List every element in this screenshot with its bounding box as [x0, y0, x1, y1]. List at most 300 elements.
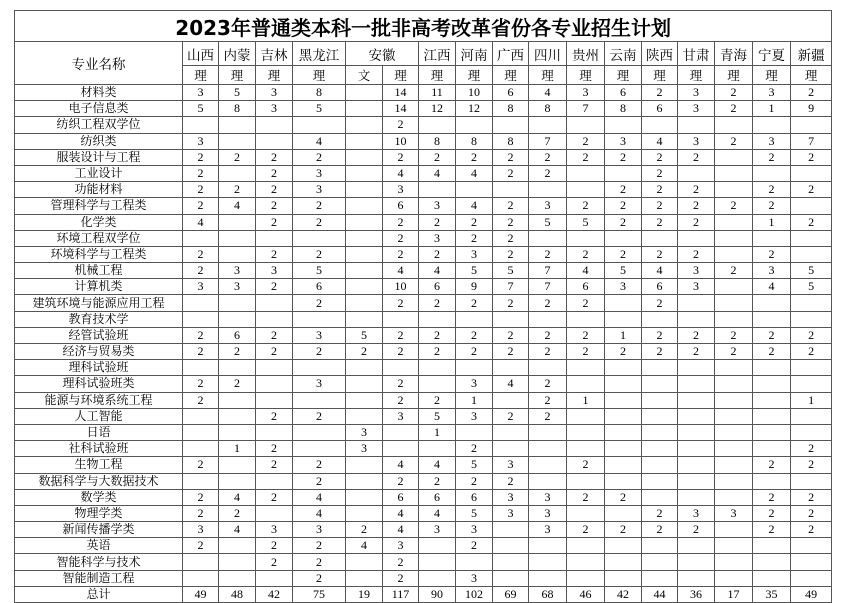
quota-cell — [678, 538, 715, 554]
province-header: 黑龙江 — [293, 42, 346, 66]
track-header: 理 — [791, 66, 832, 85]
quota-cell — [293, 392, 346, 408]
quota-cell: 5 — [183, 101, 219, 117]
quota-cell: 2 — [219, 344, 256, 360]
quota-cell: 3 — [219, 279, 256, 295]
total-cell: 102 — [456, 586, 493, 602]
quota-cell: 12 — [456, 101, 493, 117]
quota-cell: 5 — [605, 263, 642, 279]
quota-cell: 5 — [456, 263, 493, 279]
table-row — [15, 230, 832, 246]
quota-cell — [346, 457, 383, 473]
quota-cell — [791, 198, 832, 214]
quota-cell — [493, 182, 529, 198]
quota-cell: 2 — [183, 489, 219, 505]
quota-cell: 2 — [642, 344, 678, 360]
quota-cell — [219, 408, 256, 424]
total-cell: 35 — [753, 586, 791, 602]
quota-cell — [791, 165, 832, 181]
quota-cell: 2 — [456, 473, 493, 489]
quota-cell: 4 — [567, 263, 605, 279]
quota-cell: 3 — [493, 489, 529, 505]
quota-cell — [346, 279, 383, 295]
quota-cell: 2 — [419, 344, 456, 360]
quota-cell: 2 — [567, 295, 605, 311]
major-name-cell: 环境工程双学位 — [15, 230, 183, 246]
quota-cell: 4 — [529, 85, 567, 101]
quota-cell: 1 — [605, 327, 642, 343]
quota-cell — [605, 505, 642, 521]
quota-cell — [715, 311, 753, 327]
quota-cell: 4 — [383, 505, 419, 521]
quota-cell — [605, 538, 642, 554]
quota-cell — [753, 554, 791, 570]
quota-cell: 3 — [529, 198, 567, 214]
quota-cell — [183, 311, 219, 327]
table-row — [15, 101, 832, 117]
track-header: 理 — [529, 66, 567, 85]
quota-cell — [642, 424, 678, 440]
quota-cell: 6 — [642, 279, 678, 295]
quota-cell — [493, 424, 529, 440]
table-row — [15, 133, 832, 149]
quota-cell — [256, 117, 293, 133]
quota-cell — [493, 570, 529, 586]
quota-cell: 2 — [791, 441, 832, 457]
quota-cell: 2 — [642, 165, 678, 181]
quota-cell: 4 — [293, 505, 346, 521]
quota-cell: 2 — [183, 538, 219, 554]
quota-cell: 1 — [791, 392, 832, 408]
quota-cell — [529, 554, 567, 570]
quota-cell: 2 — [529, 327, 567, 343]
quota-cell: 5 — [456, 505, 493, 521]
quota-cell — [346, 311, 383, 327]
quota-cell — [678, 441, 715, 457]
quota-cell — [791, 473, 832, 489]
quota-cell — [567, 554, 605, 570]
quota-cell — [715, 214, 753, 230]
quota-cell — [346, 133, 383, 149]
quota-cell — [791, 376, 832, 392]
quota-cell — [346, 165, 383, 181]
quota-cell — [753, 230, 791, 246]
quota-cell — [642, 554, 678, 570]
quota-cell: 3 — [753, 85, 791, 101]
quota-cell: 2 — [791, 344, 832, 360]
province-header: 吉林 — [256, 42, 293, 66]
major-name-cell: 功能材料 — [15, 182, 183, 198]
enrollment-plan-table — [14, 10, 832, 603]
table-row — [15, 505, 832, 521]
major-column-header: 专业名称 — [15, 42, 183, 85]
quota-cell — [529, 441, 567, 457]
quota-cell: 2 — [753, 327, 791, 343]
quota-cell: 3 — [419, 198, 456, 214]
table-row — [15, 198, 832, 214]
quota-cell: 2 — [346, 344, 383, 360]
quota-cell: 3 — [753, 263, 791, 279]
quota-cell — [419, 538, 456, 554]
quota-cell: 2 — [715, 198, 753, 214]
quota-cell: 9 — [456, 279, 493, 295]
quota-cell: 2 — [383, 570, 419, 586]
quota-cell: 2 — [383, 554, 419, 570]
quota-cell — [715, 230, 753, 246]
quota-cell: 2 — [678, 182, 715, 198]
major-name-cell: 生物工程 — [15, 457, 183, 473]
total-cell: 19 — [346, 586, 383, 602]
quota-cell — [419, 117, 456, 133]
quota-cell: 8 — [219, 101, 256, 117]
quota-cell: 6 — [642, 101, 678, 117]
quota-cell: 3 — [383, 408, 419, 424]
quota-cell: 2 — [791, 522, 832, 538]
quota-cell — [715, 392, 753, 408]
quota-cell: 2 — [791, 457, 832, 473]
quota-cell: 4 — [383, 457, 419, 473]
table-row — [15, 392, 832, 408]
quota-cell: 3 — [456, 522, 493, 538]
quota-cell: 2 — [256, 165, 293, 181]
quota-cell: 4 — [419, 505, 456, 521]
quota-cell — [346, 554, 383, 570]
quota-cell — [753, 165, 791, 181]
quota-cell — [715, 376, 753, 392]
quota-cell — [456, 311, 493, 327]
major-name-cell: 理科试验班 — [15, 360, 183, 376]
quota-cell: 3 — [346, 424, 383, 440]
quota-cell: 2 — [456, 327, 493, 343]
quota-cell: 2 — [219, 182, 256, 198]
quota-cell: 2 — [293, 295, 346, 311]
quota-cell: 3 — [456, 570, 493, 586]
table-row — [15, 554, 832, 570]
quota-cell — [715, 538, 753, 554]
quota-cell: 4 — [383, 522, 419, 538]
quota-cell: 2 — [567, 457, 605, 473]
quota-cell: 2 — [256, 182, 293, 198]
major-name-cell: 服装设计与工程 — [15, 149, 183, 165]
quota-cell: 3 — [678, 263, 715, 279]
track-header: 理 — [715, 66, 753, 85]
quota-cell — [493, 392, 529, 408]
quota-cell: 14 — [383, 85, 419, 101]
quota-cell — [567, 376, 605, 392]
quota-cell — [791, 408, 832, 424]
total-cell: 44 — [642, 586, 678, 602]
quota-cell: 2 — [678, 214, 715, 230]
quota-cell — [346, 505, 383, 521]
quota-cell — [642, 473, 678, 489]
major-name-cell: 智能科学与技术 — [15, 554, 183, 570]
table-row — [15, 246, 832, 262]
quota-cell: 5 — [219, 85, 256, 101]
quota-cell — [456, 424, 493, 440]
quota-cell: 2 — [293, 457, 346, 473]
quota-cell: 2 — [456, 344, 493, 360]
quota-cell — [256, 133, 293, 149]
quota-cell: 2 — [256, 149, 293, 165]
province-header: 青海 — [715, 42, 753, 66]
quota-cell: 2 — [791, 85, 832, 101]
quota-cell: 2 — [293, 149, 346, 165]
major-name-cell: 纺织类 — [15, 133, 183, 149]
table-row — [15, 489, 832, 505]
quota-cell — [183, 295, 219, 311]
quota-cell: 8 — [419, 133, 456, 149]
quota-cell: 4 — [642, 263, 678, 279]
major-name-cell: 建筑环境与能源应用工程 — [15, 295, 183, 311]
quota-cell — [678, 424, 715, 440]
quota-cell: 2 — [642, 182, 678, 198]
quota-cell — [529, 117, 567, 133]
quota-cell: 2 — [293, 538, 346, 554]
quota-cell: 2 — [567, 246, 605, 262]
table-title: 2023年普通类本科一批非高考改革省份各专业招生计划 — [15, 11, 832, 42]
quota-cell — [346, 408, 383, 424]
total-cell: 68 — [529, 586, 567, 602]
quota-cell: 3 — [183, 279, 219, 295]
table-row — [15, 214, 832, 230]
quota-cell: 3 — [346, 441, 383, 457]
table-row — [15, 457, 832, 473]
title-row — [15, 11, 832, 42]
quota-cell — [529, 457, 567, 473]
table-row — [15, 311, 832, 327]
quota-cell: 2 — [256, 441, 293, 457]
major-name-cell: 材料类 — [15, 85, 183, 101]
quota-cell — [678, 376, 715, 392]
quota-cell — [346, 214, 383, 230]
quota-cell — [715, 570, 753, 586]
quota-cell: 4 — [346, 538, 383, 554]
quota-cell: 3 — [678, 101, 715, 117]
quota-cell: 2 — [383, 214, 419, 230]
quota-cell: 4 — [383, 165, 419, 181]
quota-cell: 2 — [293, 554, 346, 570]
quota-cell: 2 — [642, 246, 678, 262]
major-name-cell: 新闻传播学类 — [15, 522, 183, 538]
quota-cell: 2 — [493, 214, 529, 230]
quota-cell: 2 — [183, 344, 219, 360]
quota-cell: 2 — [493, 344, 529, 360]
quota-cell — [605, 570, 642, 586]
quota-cell: 2 — [753, 505, 791, 521]
quota-cell: 6 — [567, 279, 605, 295]
province-header: 山西 — [183, 42, 219, 66]
quota-cell: 2 — [293, 214, 346, 230]
quota-cell: 2 — [346, 522, 383, 538]
quota-cell: 3 — [715, 505, 753, 521]
quota-cell: 3 — [256, 85, 293, 101]
quota-cell — [678, 554, 715, 570]
quota-cell — [642, 457, 678, 473]
total-cell: 36 — [678, 586, 715, 602]
quota-cell: 3 — [419, 522, 456, 538]
quota-cell: 4 — [456, 198, 493, 214]
quota-cell: 2 — [642, 295, 678, 311]
quota-cell: 2 — [529, 344, 567, 360]
quota-cell: 2 — [642, 198, 678, 214]
quota-cell: 2 — [678, 198, 715, 214]
quota-cell: 4 — [219, 522, 256, 538]
quota-cell: 4 — [753, 279, 791, 295]
quota-cell: 2 — [605, 214, 642, 230]
quota-cell — [529, 230, 567, 246]
quota-cell: 10 — [383, 133, 419, 149]
quota-cell: 4 — [293, 489, 346, 505]
quota-cell — [567, 117, 605, 133]
quota-cell: 2 — [678, 327, 715, 343]
quota-cell: 3 — [383, 538, 419, 554]
quota-cell — [642, 441, 678, 457]
quota-cell: 3 — [183, 85, 219, 101]
quota-cell: 4 — [219, 489, 256, 505]
quota-cell — [183, 230, 219, 246]
track-header: 理 — [605, 66, 642, 85]
quota-cell — [293, 424, 346, 440]
province-header: 四川 — [529, 42, 567, 66]
quota-cell — [293, 230, 346, 246]
quota-cell: 2 — [493, 295, 529, 311]
quota-cell — [678, 392, 715, 408]
quota-cell: 2 — [256, 279, 293, 295]
quota-cell: 2 — [183, 198, 219, 214]
quota-cell — [642, 489, 678, 505]
track-header: 理 — [256, 66, 293, 85]
quota-cell: 5 — [293, 101, 346, 117]
quota-cell: 3 — [493, 505, 529, 521]
quota-cell: 7 — [529, 279, 567, 295]
major-name-cell: 数学类 — [15, 489, 183, 505]
quota-cell: 8 — [605, 101, 642, 117]
quota-cell: 12 — [419, 101, 456, 117]
quota-cell: 2 — [219, 149, 256, 165]
quota-cell: 14 — [383, 101, 419, 117]
table-row — [15, 473, 832, 489]
quota-cell — [293, 360, 346, 376]
quota-cell — [678, 473, 715, 489]
quota-cell: 6 — [419, 489, 456, 505]
total-row — [15, 586, 832, 602]
quota-cell: 6 — [383, 198, 419, 214]
quota-cell: 2 — [456, 538, 493, 554]
quota-cell — [256, 311, 293, 327]
quota-cell — [529, 570, 567, 586]
province-header: 新疆 — [791, 42, 832, 66]
track-header: 文 — [346, 66, 383, 85]
quota-cell — [605, 457, 642, 473]
quota-cell — [753, 392, 791, 408]
quota-cell: 2 — [642, 522, 678, 538]
quota-cell — [219, 117, 256, 133]
quota-cell: 1 — [753, 214, 791, 230]
province-header: 安徽 — [346, 42, 419, 66]
quota-cell — [753, 408, 791, 424]
quota-cell: 2 — [715, 101, 753, 117]
quota-cell: 8 — [493, 133, 529, 149]
province-header: 内蒙 — [219, 42, 256, 66]
quota-cell: 2 — [678, 522, 715, 538]
quota-cell: 2 — [529, 149, 567, 165]
quota-cell — [293, 441, 346, 457]
quota-cell — [529, 424, 567, 440]
quota-cell — [715, 424, 753, 440]
quota-cell: 1 — [456, 392, 493, 408]
quota-cell: 6 — [383, 489, 419, 505]
quota-cell: 2 — [567, 489, 605, 505]
province-header-row — [15, 42, 832, 66]
province-header: 广西 — [493, 42, 529, 66]
quota-cell — [529, 473, 567, 489]
quota-cell: 3 — [605, 133, 642, 149]
quota-cell — [346, 473, 383, 489]
quota-cell: 5 — [567, 214, 605, 230]
quota-cell — [346, 295, 383, 311]
quota-cell — [567, 473, 605, 489]
quota-cell — [678, 570, 715, 586]
quota-cell: 4 — [642, 133, 678, 149]
quota-cell — [567, 182, 605, 198]
quota-cell — [791, 295, 832, 311]
quota-cell — [346, 376, 383, 392]
quota-cell — [456, 360, 493, 376]
total-cell: 46 — [567, 586, 605, 602]
quota-cell: 2 — [529, 392, 567, 408]
quota-cell: 2 — [567, 149, 605, 165]
table-row — [15, 408, 832, 424]
quota-cell — [346, 149, 383, 165]
total-cell: 42 — [256, 586, 293, 602]
quota-cell: 2 — [567, 133, 605, 149]
province-header: 甘肃 — [678, 42, 715, 66]
province-header: 宁夏 — [753, 42, 791, 66]
quota-cell: 2 — [419, 392, 456, 408]
track-header: 理 — [383, 66, 419, 85]
major-name-cell: 日语 — [15, 424, 183, 440]
quota-cell — [219, 554, 256, 570]
quota-cell — [715, 408, 753, 424]
quota-cell — [256, 424, 293, 440]
quota-cell — [791, 554, 832, 570]
quota-cell: 1 — [419, 424, 456, 440]
quota-cell — [456, 554, 493, 570]
quota-cell — [605, 117, 642, 133]
quota-cell: 2 — [183, 392, 219, 408]
quota-cell — [346, 101, 383, 117]
quota-cell — [642, 392, 678, 408]
quota-cell — [715, 295, 753, 311]
total-cell: 48 — [219, 586, 256, 602]
quota-cell — [642, 230, 678, 246]
quota-cell: 2 — [715, 263, 753, 279]
quota-cell: 2 — [456, 441, 493, 457]
quota-cell — [567, 408, 605, 424]
quota-cell — [456, 182, 493, 198]
quota-cell — [183, 441, 219, 457]
quota-cell: 5 — [456, 457, 493, 473]
quota-cell: 3 — [293, 182, 346, 198]
quota-cell — [678, 457, 715, 473]
quota-cell: 2 — [493, 149, 529, 165]
major-name-cell: 物理学类 — [15, 505, 183, 521]
quota-cell: 3 — [456, 246, 493, 262]
major-name-cell: 理科试验班类 — [15, 376, 183, 392]
quota-cell — [346, 360, 383, 376]
table-row — [15, 165, 832, 181]
quota-cell — [753, 538, 791, 554]
